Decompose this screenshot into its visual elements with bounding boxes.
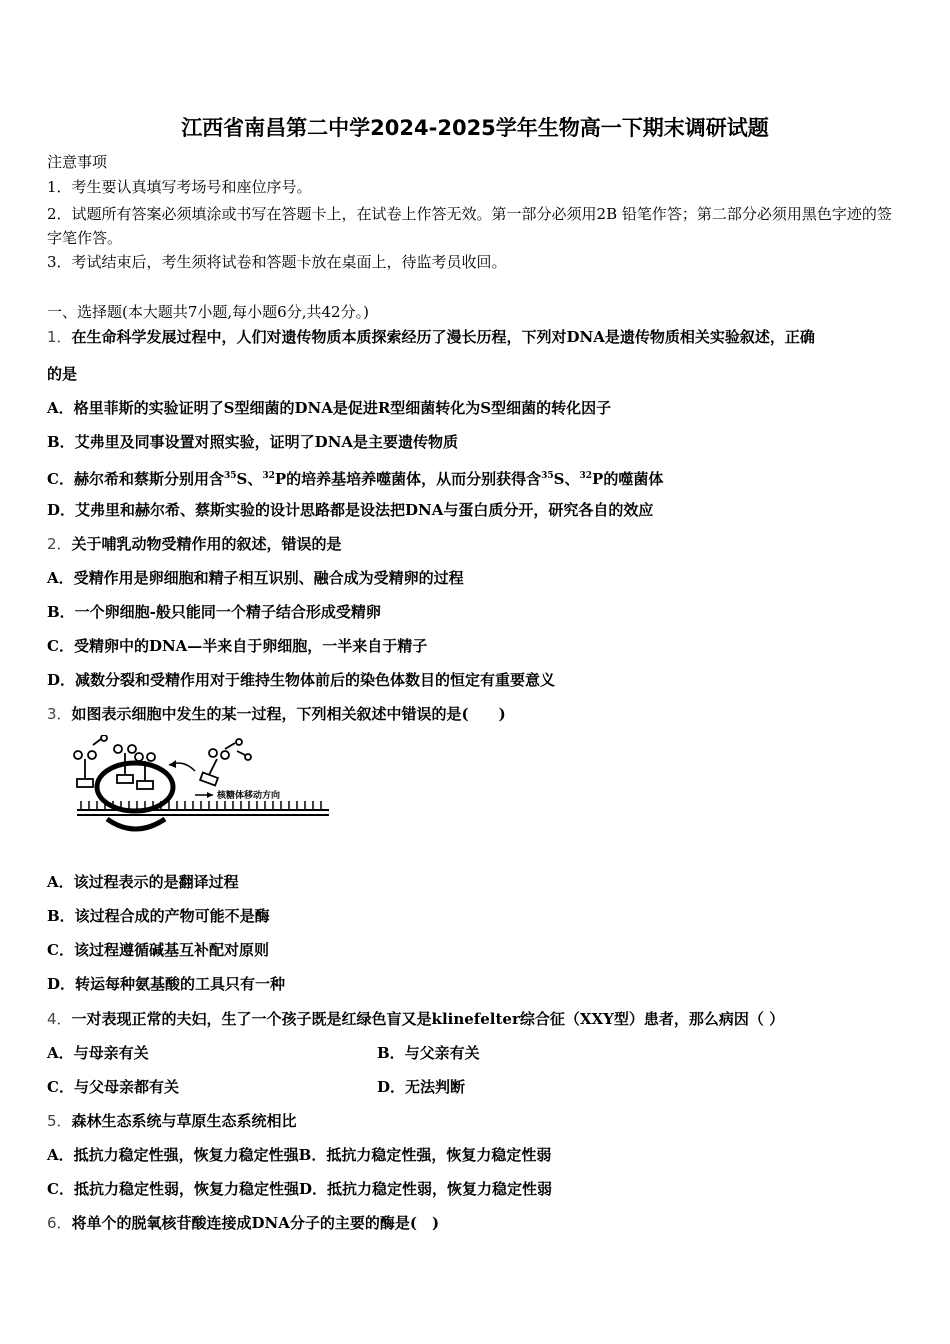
- isotope-mass: 35: [541, 471, 554, 481]
- question-number: 2．: [47, 535, 72, 553]
- q5-options-cd: [47, 1179, 552, 1199]
- question-number: 4．: [47, 1010, 72, 1028]
- q2-option-b: B．一个卵细胞-般只能同一个精子结合形成受精卵: [47, 603, 381, 621]
- q1-option-c: [47, 466, 663, 489]
- translation-diagram: [45, 735, 335, 840]
- q4-option-c: C．与父母亲都有关: [47, 1078, 179, 1096]
- question-1-stem: [47, 327, 815, 347]
- question-6-stem: [47, 1213, 439, 1233]
- trna-left: [74, 735, 107, 787]
- q4-option-b: B．与父亲有关: [377, 1044, 480, 1062]
- q5-option-d: D．抵抗力稳定性弱，恢复力稳定性弱: [298, 1180, 552, 1198]
- q3-option-d: D．转运每种氨基酸的工具只有一种: [47, 975, 286, 993]
- q2-option-c: C．受精卵中的DNA—半来自于卵细胞，一半来自于精子: [47, 637, 428, 655]
- q3-option-a: A．该过程表示的是翻译过程: [47, 873, 239, 891]
- question-1-stem-cont: 的是: [47, 365, 78, 383]
- question-4-stem: [47, 1009, 784, 1029]
- question-number: 6．: [47, 1214, 72, 1232]
- notice-item-3: 3．考试结束后，考生须将试卷和答题卡放在桌面上，待监考员收回。: [47, 253, 507, 271]
- question-3-stem: [47, 704, 506, 724]
- q1-option-a: A．格里菲斯的实验证明了S型细菌的DNA是促进R型细菌转化为S型细菌的转化因子: [47, 399, 612, 417]
- q1-option-b: B．艾弗里及同事设置对照实验，证明了DNA是主要遗传物质: [47, 433, 459, 451]
- isotope-mass: 32: [579, 471, 593, 481]
- ribosome-large-subunit: [97, 763, 173, 811]
- question-2-stem: [47, 534, 342, 554]
- q2-option-a: A．受精作用是卵细胞和精子相互识别、融合成为受精卵的过程: [47, 569, 464, 587]
- question-text: 关于哺乳动物受精作用的叙述，错误的是: [71, 535, 342, 553]
- q1-option-c-text: C．赫尔希和蔡斯分别用含: [47, 470, 224, 488]
- q3-option-b: B．该过程合成的产物可能不是酶: [47, 907, 270, 925]
- question-text: 一对表现正常的夫妇，生了一个孩子既是红绿色盲又是klinefelter综合征（XXY型）患者，那么病因（ ）: [71, 1010, 785, 1028]
- question-number: 3．: [47, 705, 72, 723]
- q4-option-d: D．无法判断: [377, 1078, 466, 1096]
- question-text: 在生命科学发展过程中，人们对遗传物质本质探索经历了漫长历程，下列对DNA是遗传物质相关实验叙述，正确: [71, 328, 815, 346]
- q5-option-a: A．抵抗力稳定性强，恢复力稳定性强: [47, 1146, 299, 1164]
- question-5-stem: [47, 1111, 297, 1131]
- trna-right: [135, 753, 155, 789]
- section-heading: 一、选择题(本大题共7小题,每小题6分,共42分。): [47, 303, 369, 321]
- isotope-mass: 32: [262, 471, 275, 481]
- q1-option-c-text: P的培养基培养噬菌体，从而分别获得含: [274, 470, 542, 488]
- q1-option-c-text: P的噬菌体: [592, 470, 664, 488]
- direction-label: 核糖体移动方向: [217, 791, 281, 801]
- q2-option-d: D．减数分裂和受精作用对于维持生物体前后的染色体数目的恒定有重要意义: [47, 671, 556, 689]
- ribosome-small-subunit: [107, 819, 165, 829]
- page-title: 江西省南昌第二中学2024-2025学年生物高一下期末调研试题: [181, 116, 769, 140]
- question-text: 森林生态系统与草原生态系统相比: [71, 1112, 297, 1130]
- isotope-mass: 35: [223, 471, 237, 481]
- question-number: 1．: [47, 328, 72, 346]
- question-text: 将单个的脱氧核苷酸连接成DNA分子的主要的酶是( ): [71, 1214, 440, 1232]
- q1-option-d: D．艾弗里和赫尔希、蔡斯实验的设计思路都是设法把DNA与蛋白质分开，研究各自的效应: [47, 501, 654, 519]
- notice-item-2: 2．试题所有答案必须填涂或书写在答题卡上，在试卷上作答无效。第一部分必须用2B 铅笔作答；第二部分必须用黑色字迹的签字笔作答。: [47, 205, 892, 247]
- notice-heading: 注意事项: [47, 153, 108, 171]
- trna-incoming: [200, 739, 251, 785]
- notice-item-1: 1．考生要认真填写考场号和座位序号。: [47, 178, 312, 196]
- direction-arrowhead: [207, 792, 213, 798]
- q3-option-c: C．该过程遵循碱基互补配对原则: [47, 941, 269, 959]
- question-text: 如图表示细胞中发生的某一过程，下列相关叙述中错误的是( ): [71, 705, 506, 723]
- question-number: 5．: [47, 1112, 72, 1130]
- q1-option-c-text: S、: [553, 470, 580, 488]
- q5-options-ab: [47, 1145, 551, 1165]
- q1-option-c-text: S、: [236, 470, 263, 488]
- q5-option-c: C．抵抗力稳定性弱，恢复力稳定性强: [47, 1180, 299, 1198]
- q5-option-b: B．抵抗力稳定性强，恢复力稳定性弱: [298, 1146, 552, 1164]
- q4-option-a: A．与母亲有关: [47, 1044, 149, 1062]
